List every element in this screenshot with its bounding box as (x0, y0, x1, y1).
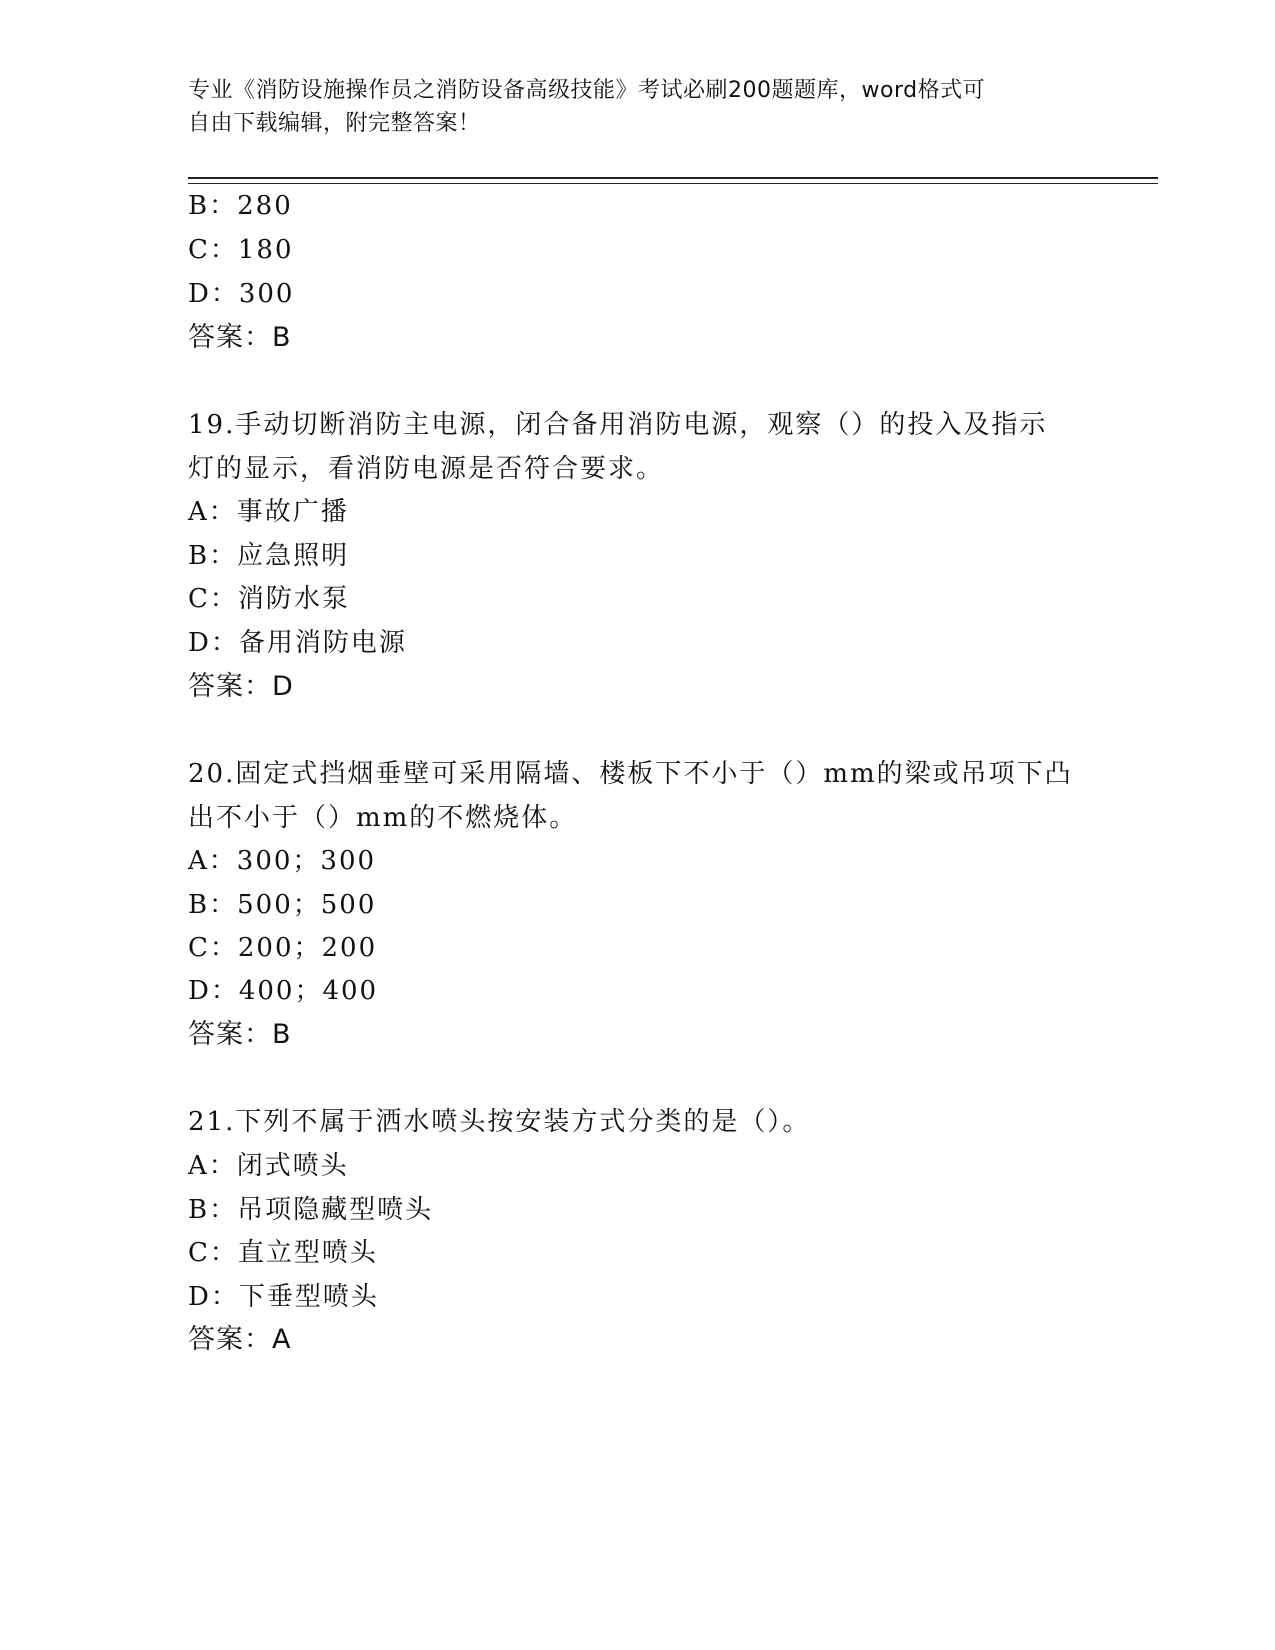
q21-option-c: C：直立型喷头 (188, 1238, 378, 1268)
q19-option-b: B：应急照明 (188, 541, 350, 571)
q21-option-d: D：下垂型喷头 (188, 1282, 379, 1312)
q18-option-b: B：280 (188, 191, 293, 221)
q18-option-d: D：300 (188, 279, 295, 309)
q19-answer: 答案：D (188, 671, 294, 702)
document-header (188, 74, 1068, 140)
q18-answer: 答案：B (188, 322, 292, 353)
q20-answer: 答案：B (188, 1019, 292, 1050)
header-divider-thick (188, 177, 1158, 179)
q21-option-a: A：闭式喷头 (188, 1151, 349, 1181)
header-line-2: 自由下载编辑，附完整答案！ (188, 111, 481, 136)
q20-stem-line-2: 出不小于（）mm的不燃烧体。 (188, 803, 578, 833)
q19-option-a: A：事故广播 (188, 497, 349, 527)
q21-stem-line-1: 21.下列不属于洒水喷头按安装方式分类的是（）。 (188, 1107, 811, 1137)
q20-option-b: B：500；500 (188, 890, 377, 920)
q19-stem-line-2: 灯的显示，看消防电源是否符合要求。 (188, 454, 665, 484)
q20-stem-line-1: 20.固定式挡烟垂壁可采用隔墙、楼板下不小于（）mm的梁或吊项下凸 (188, 759, 1073, 789)
header-line-1: 专业《消防设施操作员之消防设备高级技能》考试必刷200题题库，word格式可 (188, 78, 986, 103)
q20-option-c: C：200；200 (188, 933, 378, 963)
q21-option-b: B：吊项隐藏型喷头 (188, 1195, 434, 1225)
header-divider-thin (188, 183, 1158, 184)
q18-option-c: C：180 (188, 235, 294, 265)
q20-option-a: A：300；300 (188, 846, 377, 876)
q19-option-d: D：备用消防电源 (188, 628, 407, 658)
q21-answer: 答案：A (188, 1324, 292, 1355)
q19-option-c: C：消防水泵 (188, 584, 350, 614)
q19-stem-line-1: 19.手动切断消防主电源，闭合备用消防电源，观察（）的投入及指示 (188, 410, 1048, 440)
q20-option-d: D：400；400 (188, 976, 379, 1006)
